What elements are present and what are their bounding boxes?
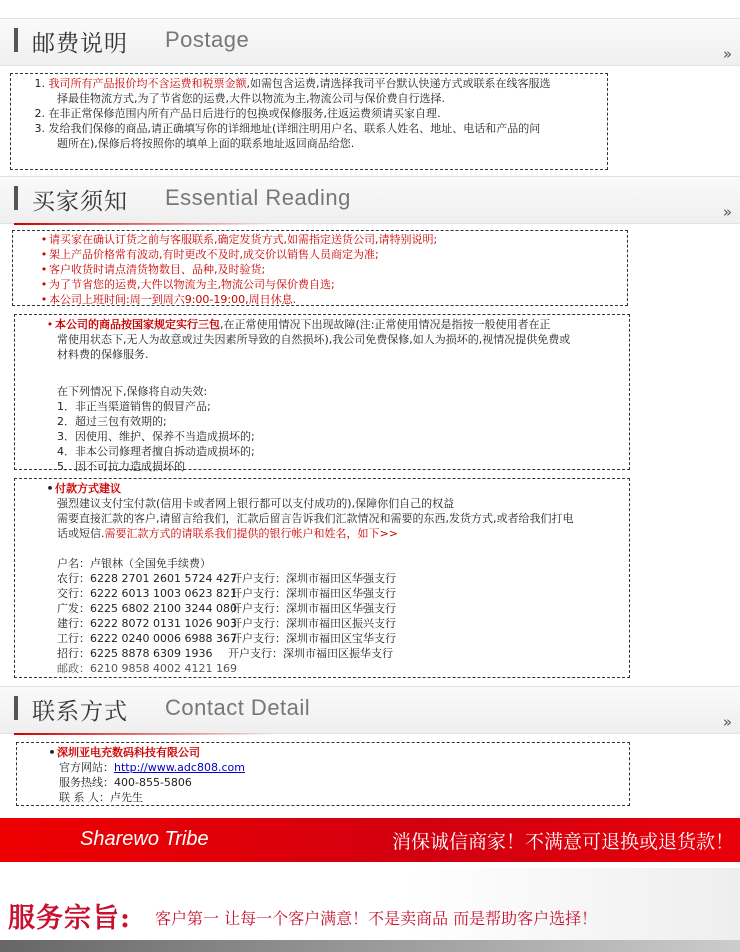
header-bar bbox=[14, 186, 18, 210]
postage-title-en: Postage bbox=[165, 27, 250, 52]
contact-title-cn: 联系方式 bbox=[32, 699, 128, 725]
postage-item-1: 1. 我司所有产品报价均不含运费和税票金额,如需包含运费,请选择我司平台默认快递方式或联系在线客服选 bbox=[34, 77, 551, 90]
website-link[interactable]: http://www.adc808.com bbox=[114, 761, 245, 774]
invalid-item: 5．因不可抗力造成损坏的 bbox=[57, 460, 185, 473]
reading-note: • 客户收货时请点清货物数目、品种,及时验货; bbox=[40, 263, 266, 276]
motto-text: 客户第一 让每一个客户满意！不是卖商品 而是帮助客户选择！ bbox=[155, 909, 598, 928]
company-name: •深圳亚电充数码科技有限公司 bbox=[48, 746, 200, 759]
reading-header bbox=[0, 176, 740, 224]
bank-row: 工行：6222 0240 0006 6988 367开户支行：深圳市福田区宝华支行 bbox=[57, 632, 396, 645]
warranty-invalid-title: 在下列情况下,保修将自动失效: bbox=[57, 385, 208, 398]
contact-box bbox=[16, 742, 630, 806]
warranty-box: • 本公司的商品按国家规定实行三包,在正常使用情况下出现故障(注:正常使用情况是指按一般使用者在正 常使用状态下,无人为故意或过失因素所导致的自然损坏),我公司免费保修,如人为损坏的,视情况提供免费或 材料费的保修服务. 在下列情况下,保修将自动失效: 1．非正当渠道销售的假冒产品; 2．超过三包有效期的; 3．因使用、维护、保养不当造成损坏的; 4．非本公司修理者擅自拆动造成损坏的; 5．因不可抗力造成损坏的 bbox=[14, 314, 630, 470]
more-icon[interactable]: » bbox=[722, 713, 732, 731]
reading-note: • 为了节省您的运费,大件以物流为主,物流公司与保价费自选; bbox=[40, 278, 335, 291]
invalid-item: 3．因使用、维护、保养不当造成损坏的; bbox=[57, 430, 255, 443]
banner-slogan: 消保诚信商家！不满意可退换或退货款！ bbox=[391, 831, 734, 853]
motto-title: 服务宗旨: bbox=[8, 903, 131, 934]
bank-row: 招行：6225 8878 6309 1936 开户支行：深圳市福田区振华支行 bbox=[57, 647, 393, 660]
reading-notes-box bbox=[12, 230, 628, 306]
header-bar bbox=[14, 696, 18, 720]
postage-header bbox=[0, 18, 740, 66]
service-motto bbox=[0, 868, 740, 952]
hotline: 服务热线：400-855-5806 bbox=[59, 776, 192, 789]
header-underline bbox=[14, 223, 274, 225]
bank-row: 农行：6228 2701 2601 5724 427开户支行：深圳市福田区华强支行 bbox=[57, 572, 396, 585]
bank-row: 邮政：6210 9858 4002 4121 169 bbox=[57, 662, 237, 675]
more-icon[interactable]: » bbox=[722, 203, 732, 221]
header-underline bbox=[14, 733, 274, 735]
banner-brand: Sharewo Tribe bbox=[80, 828, 209, 850]
invalid-item: 1．非正当渠道销售的假冒产品; bbox=[57, 400, 211, 413]
bank-row: 广发：6225 6802 2100 3244 080开户支行：深圳市福田区华强支行 bbox=[57, 602, 396, 615]
invalid-item: 4．非本公司修理者擅自拆动造成损坏的; bbox=[57, 445, 255, 458]
postage-item-2: 2. 在非正常保修范围内所有产品日后进行的包换或保修服务,往返运费须请买家自理. bbox=[34, 107, 441, 120]
payment-box: •付款方式建议 强烈建议支付宝付款(信用卡或者网上银行都可以支付成功的),保障你们自己的权益 需要直接汇款的客户,请留言给我们，汇款后留言告诉我们汇款情况和需要的东西,发货方式,或者给我们打电 话或短信.需要汇款方式的请联系我们提供的银行帐户和姓名，如下>> 户名：卢银林（全国免手续费） 农行：6228 2701 2601 5724 427开户支行：深圳市福田区华强支行 交行：6222 6013 1003 0623 821开户支行：深圳市福田区华强支行 广发：6225 6802 2100 3244 080开户支行：深圳市福田区华强支行 建行：6222 8072 0131 1026 903开户支行：深圳市福田区振兴支行 工行：6222 0240 0006 6988 367开户支行：深圳市福田区宝华支行 招行：6225 8878 6309 1936 开户支行：深圳市福田区振华支行 邮政：6210 9858 4002 4121 169 bbox=[14, 478, 630, 678]
postage-item-3: 3. 发给我们保修的商品,请正确填写你的详细地址(详细注明用户名、联系人姓名、地址、电话和产品的问 bbox=[34, 122, 541, 135]
reading-note: • 本公司上班时间:周一到周六9:00-19:00,周日休息. bbox=[40, 293, 297, 306]
website-row: 官方网站：http://www.adc808.com bbox=[59, 761, 245, 774]
contact-title-en: Contact Detail bbox=[165, 695, 311, 720]
postage-title-cn: 邮费说明 bbox=[32, 31, 128, 57]
payment-title: •付款方式建议 bbox=[46, 482, 121, 495]
bank-row: 交行：6222 6013 1003 0623 821开户支行：深圳市福田区华强支行 bbox=[57, 587, 396, 600]
header-bar bbox=[14, 28, 18, 52]
motto-divider bbox=[0, 940, 740, 952]
reading-title-en: Essential Reading bbox=[165, 185, 351, 210]
reading-title-cn: 买家须知 bbox=[32, 189, 128, 215]
invalid-item: 2．超过三包有效期的; bbox=[57, 415, 167, 428]
promo-banner bbox=[0, 818, 740, 862]
reading-note: • 架上产品价格常有波动,有时更改不及时,成交价以销售人员商定为准; bbox=[40, 248, 379, 261]
reading-note: • 请买家在确认订货之前与客服联系,确定发货方式,如需指定送货公司,请特别说明; bbox=[40, 233, 438, 246]
bank-row: 建行：6222 8072 0131 1026 903开户支行：深圳市福田区振兴支行 bbox=[57, 617, 396, 630]
contact-person: 联 系 人：卢先生 bbox=[59, 791, 143, 804]
account-holder: 户名：卢银林（全国免手续费） bbox=[57, 557, 211, 570]
contact-header bbox=[0, 686, 740, 734]
warranty-line: • 本公司的商品按国家规定实行三包,在正常使用情况下出现故障(注:正常使用情况是指按一般使用者在正 bbox=[46, 318, 551, 331]
more-icon[interactable]: » bbox=[722, 45, 732, 63]
postage-box: 1. 我司所有产品报价均不含运费和税票金额,如需包含运费,请选择我司平台默认快递方式或联系在线客服选 择最佳物流方式,为了节省您的运费,大件以物流为主,物流公司与保价费自行选择. 2. 在非正常保修范围内所有产品日后进行的包换或保修服务,往返运费须请买家自理. 3. 发给我们保修的商品,请正确填写你的详细地址(详细注明用户名、联系人姓名、地址、电话和产品的问 题所在),保修后将按照你的填单上面的联系地址返回商品给您. bbox=[10, 73, 608, 170]
